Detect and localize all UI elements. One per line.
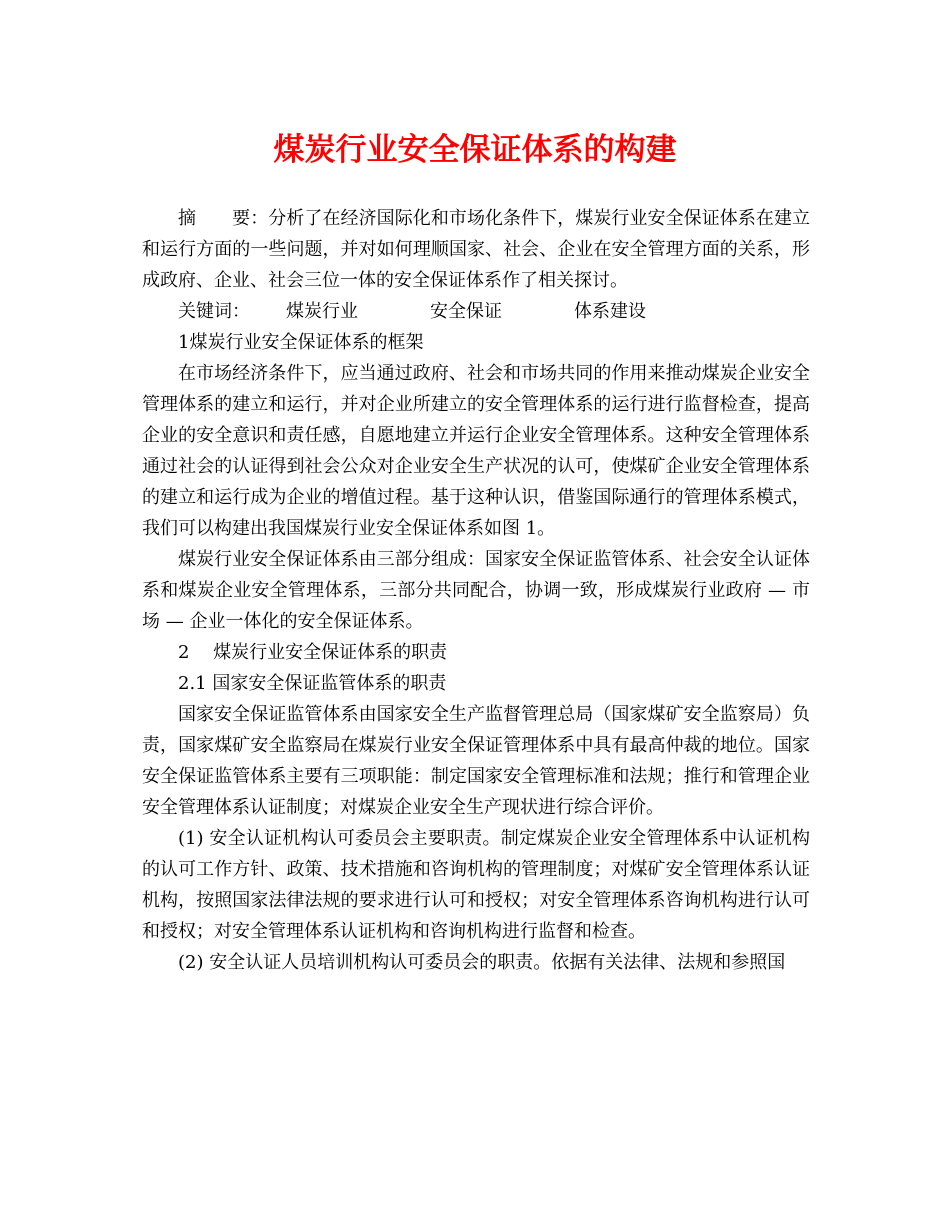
section-1-heading: 1煤炭行业安全保证体系的框架 <box>178 332 424 353</box>
keyword-1: 煤炭行业 <box>286 301 358 322</box>
keywords-line <box>142 296 810 327</box>
list-item-2: (2) 安全认证人员培训机构认可委员会的职责。依据有关法律、法规和参照国 <box>178 952 786 973</box>
abstract-paragraph <box>142 203 810 296</box>
list-item-1: (1) 安全认证机构认可委员会主要职责。制定煤炭企业安全管理体系中认证机构的认可工作方针、政策、技术措施和咨询机构的管理制度；对煤矿安全管理体系认证机构，按照国家法律法规的要求进行认可和授权；对安全管理体系咨询机构进行认可和授权；对安全管理体系认证机构和咨询机构进行监督和检查。 <box>142 828 810 942</box>
section-2-1-heading: 2.1 国家安全保证监管体系的职责 <box>178 673 447 694</box>
document-title: 煤炭行业安全保证体系的构建 <box>273 132 677 168</box>
keyword-3: 体系建设 <box>574 301 646 322</box>
keywords-label: 关键词： <box>178 301 250 322</box>
abstract-text: 分析了在经济国际化和市场化条件下，煤炭行业安全保证体系在建立和运行方面的一些问题，并对如何理顺国家、社会、企业在安全管理方面的关系，形成政府、企业、社会三位一体的安全保证体系作了相关探讨。 <box>142 208 810 291</box>
section-1-paragraph-1: 在市场经济条件下，应当通过政府、社会和市场共同的作用来推动煤炭企业安全管理体系的建立和运行，并对企业所建立的安全管理体系的运行进行监督检查，提高企业的安全意识和责任感，自愿地建立并运行企业安全管理体系。这种安全管理体系通过社会的认证得到社会公众对企业安全生产状况的认可，使煤矿企业安全管理体系的建立和运行成为企业的增值过程。基于这种认识，借鉴国际通行的管理体系模式，我们可以构建出我国煤炭行业安全保证体系如图 1。 <box>142 363 810 539</box>
document-body <box>142 203 810 978</box>
keyword-2: 安全保证 <box>430 301 502 322</box>
section-2-heading: 2 煤炭行业安全保证体系的职责 <box>178 642 448 663</box>
section-2-1-paragraph: 国家安全保证监管体系由国家安全生产监督管理总局（国家煤矿安全监察局）负责，国家煤矿安全监察局在煤炭行业安全保证管理体系中具有最高仲裁的地位。国家安全保证监管体系主要有三项职能：制定国家安全管理标准和法规；推行和管理企业安全管理体系认证制度；对煤炭企业安全生产现状进行综合评价。 <box>142 704 810 818</box>
section-1-paragraph-2: 煤炭行业安全保证体系由三部分组成：国家安全保证监管体系、社会安全认证体系和煤炭企业安全管理体系，三部分共同配合，协调一致，形成煤炭行业政府 — 市场 — 企业一体化的安全保证体系。 <box>142 549 810 632</box>
abstract-label: 摘 要： <box>178 208 269 229</box>
